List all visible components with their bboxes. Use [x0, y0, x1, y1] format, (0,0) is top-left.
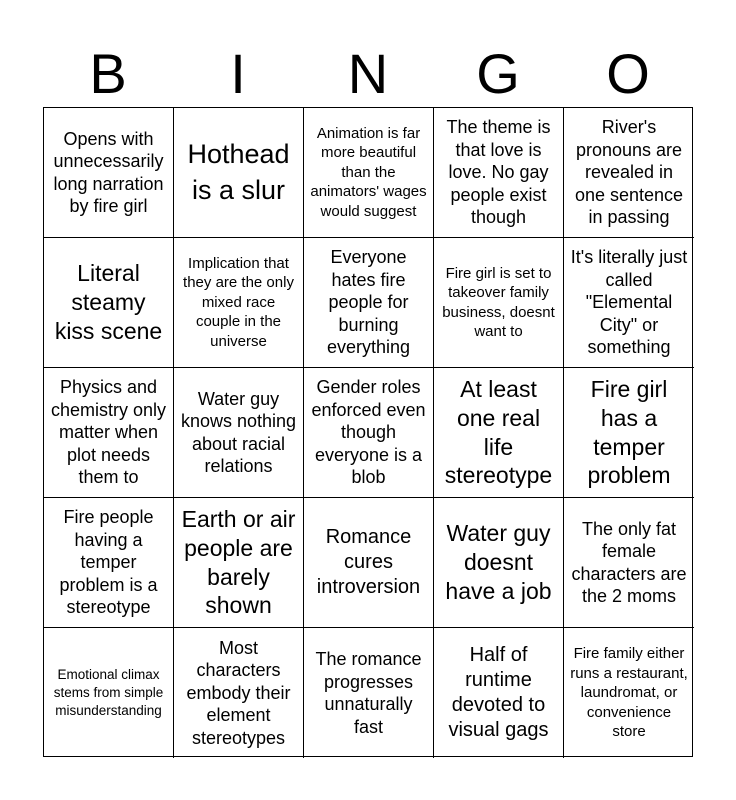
bingo-cell[interactable]: It's literally just called "Elemental City" or something	[564, 238, 694, 368]
bingo-cell[interactable]: Water guy doesnt have a job	[434, 498, 564, 628]
bingo-cell[interactable]: Fire girl is set to takeover family business, doesnt want to	[434, 238, 564, 368]
bingo-cell[interactable]: The theme is that love is love. No gay people exist though	[434, 108, 564, 238]
bingo-cell[interactable]: The romance progresses unnaturally fast	[304, 628, 434, 758]
bingo-cell[interactable]: At least one real life stereotype	[434, 368, 564, 498]
bingo-cell[interactable]: Fire girl has a temper problem	[564, 368, 694, 498]
bingo-cell[interactable]: Earth or air people are barely shown	[174, 498, 304, 628]
bingo-cell[interactable]: Water guy knows nothing about racial relations	[174, 368, 304, 498]
bingo-cell[interactable]: Gender roles enforced even though everyone is a blob	[304, 368, 434, 498]
header-letter-o: O	[606, 42, 650, 105]
bingo-cell[interactable]: Fire family either runs a restaurant, laundromat, or convenience store	[570, 645, 688, 741]
bingo-cell[interactable]: Literal steamy kiss scene	[44, 238, 174, 368]
bingo-cell[interactable]: The only fat female characters are the 2 moms	[564, 498, 694, 628]
header-letter-b: B	[89, 42, 127, 105]
bingo-cell[interactable]: River's pronouns are revealed in one sentence in passing	[564, 108, 694, 238]
bingo-cell[interactable]: Hothead is a slur	[174, 108, 304, 238]
bingo-board	[43, 107, 693, 757]
bingo-cell[interactable]: Everyone hates fire people for burning everything	[304, 238, 434, 368]
bingo-cell[interactable]: Physics and chemistry only matter when plot needs them to	[44, 368, 174, 498]
bingo-cell[interactable]: Animation is far more beautiful than the animators' wages would suggest	[304, 108, 434, 238]
bingo-cell[interactable]: Half of runtime devoted to visual gags	[434, 628, 564, 758]
bingo-cell[interactable]: Most characters embody their element stereotypes	[174, 628, 304, 758]
header-letter-n: N	[347, 42, 389, 105]
bingo-cell[interactable]: Implication that they are the only mixed race couple in the universe	[174, 238, 304, 368]
bingo-header	[43, 44, 693, 104]
header-letter-g: G	[476, 42, 520, 105]
bingo-cell[interactable]: Fire people having a temper problem is a stereotype	[44, 498, 174, 628]
bingo-cell[interactable]: Emotional climax stems from simple misunderstanding	[44, 628, 174, 758]
bingo-cell[interactable]: Opens with unnecessarily long narration by fire girl	[44, 108, 174, 238]
header-letter-i: I	[230, 42, 246, 105]
bingo-cell[interactable]: Romance cures introversion	[304, 498, 434, 628]
